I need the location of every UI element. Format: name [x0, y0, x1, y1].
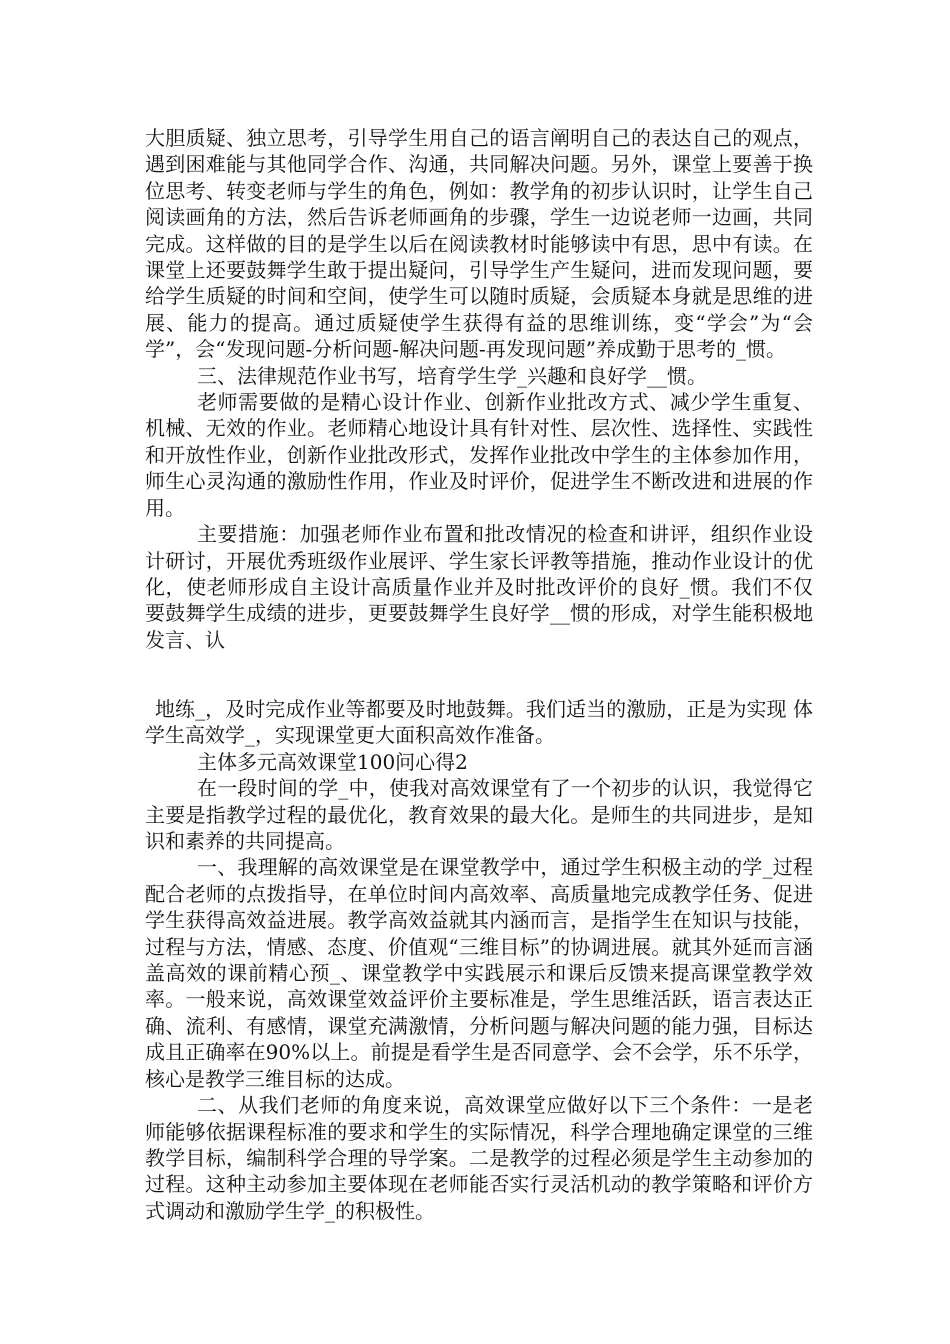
- section-heading-three: 三、法律规范作业书写，培育学生学_兴趣和良好学__惯。: [197, 363, 707, 388]
- text-block-upper: [145, 125, 813, 653]
- paragraph: 二、从我们老师的角度来说，高效课堂应做好以下三个条件：一是老师能够依据课程标准的要求和学生的实际情况，科学合理地确定课堂的三维教学目标，编制科学合理的导学案。二是教学的过程必须是学生主动参加的过程。这种主动参加主要体现在老师能否实行灵活机动的教学策略和评价方式调动和激励学生学_的积极性。: [145, 1093, 813, 1223]
- paragraph: 一、我理解的高效课堂是在课堂教学中，通过学生积极主动的学_过程配合老师的点拨指导，在单位时间内高效率、高质量地完成教学任务、促进学生获得高效益进展。教学高效益就其内涵而言，是指学生在知识与技能，过程与方法，情感、态度、价值观“三维目标”的协调进展。就其外延而言涵盖高效的课前精心预_、课堂教学中实践展示和课后反馈来提高课堂教学效率。一般来说，高效课堂效益评价主要标准是，学生思维活跃，语言表达正确、流利、有感情，课堂充满激情，分析问题与解决问题的能力强，目标达成且正确率在90%以上。前提是看学生是否同意学、会不会学，乐不乐学，核心是教学三维目标的达成。: [145, 855, 813, 1091]
- paragraph: 主要措施：加强老师作业布置和批改情况的检查和讲评，组织作业设计研讨，开展优秀班级作业展评、学生家长评教等措施，推动作业设计的优化，使老师形成自主设计高质量作业并及时批改评价的良好_惯。我们不仅要鼓舞学生成绩的进步，更要鼓舞学生良好学__惯的形成，对学生能积极地发言、认: [145, 522, 813, 652]
- paragraph: 大胆质疑、独立思考，引导学生用自己的语言阐明自己的表达自己的观点，遇到困难能与其他同学合作、沟通，共同解决问题。另外，课堂上要善于换位思考、转变老师与学生的角色，例如：教学角的初步认识时，让学生自己阅读画角的方法，然后告诉老师画角的步骤，学生一边说老师一边画，共同完成。这样做的目的是学生以后在阅读教材时能够读中有思，思中有读。在课堂上还要鼓舞学生敢于提出疑问，引导学生产生疑问，进而发现问题，要给学生质疑的时间和空间，使学生可以随时质疑，会质疑本身就是思维的进展、能力的提高。通过质疑使学生获得有益的思维训练，变“学会”为“会学”，会“发现问题-分析问题-解决问题-再发现问题”养成勤于思考的_惯。: [145, 126, 813, 362]
- document-title: 主体多元高效课堂100问心得2: [197, 749, 468, 774]
- paragraph: 老师需要做的是精心设计作业、创新作业批改方式、减少学生重复、机械、无效的作业。老师精心地设计具有针对性、层次性、选择性、实践性和开放性作业，创新作业批改形式，发挥作业批改中学生的主体参加作用，师生心灵沟通的激励性作用，作业及时评价，促进学生不断改进和进展的作用。: [145, 390, 813, 520]
- paragraph: 地练_，及时完成作业等都要及时地鼓舞。我们适当的激励，正是为实现 体学生高效学_，实现课堂更大面积高效作准备。: [145, 697, 813, 748]
- text-block-lower: [145, 696, 813, 1224]
- paragraph: 在一段时间的学_中，使我对高效课堂有了一个初步的认识，我觉得它主要是指教学过程的最优化，教育效果的最大化。是师生的共同进步，是知识和素养的共同提高。: [145, 776, 813, 854]
